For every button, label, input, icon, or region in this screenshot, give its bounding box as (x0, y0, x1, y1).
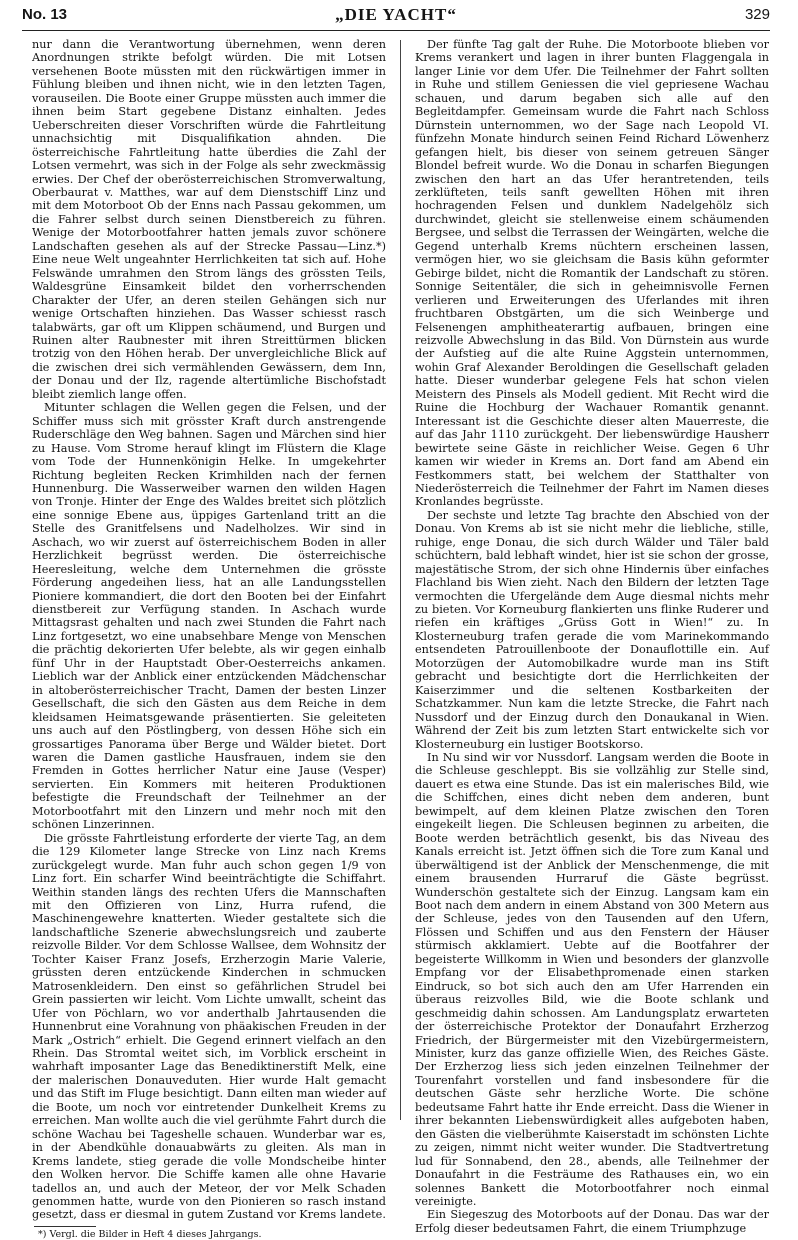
paragraph: nur dann die Verantwortung übernehmen, wenn deren Anordnungen strikte befolgt würden. Die mit Lotsen versehenen Boote müssten mit den rückwärtigen immer in Fühlung bleiben und ihnen nicht, wie in den letzten Tagen, vorauseilen. Die Boote einer Gruppe müssten auch immer die ihnen beim Start gegebene Distanz einhalten. Jedes Ueberschreiten dieser Vorschriften würde die Fahrtleitung unnachsichtig mit Disqualifikation ahnden. Die österreichische Fahrtleitung hatte überdies die Zahl der Lotsen vermehrt, was sich in der Folge als sehr zweckmässig erwies. Der Chef der oberösterreichischen Stromverwaltung, Oberbaurat v. Matthes, war auf dem Dienstschiff Linz und mit dem Motorboot Ob der Enns nach Passau gekommen, um die Fahrer selbst durch seinen Dienstbereich zu führen. Wenige der Motorbootfahrer hatten jemals zuvor schönere Landschaften gesehen als auf der Strecke Passau—Linz.*) Eine neue Welt ungeahnter Herrlichkeiten tat sich auf. Hohe Felswände umrahmen den Strom längs des grössten Teils, Waldesgrüne Einsamkeit bildet den vorherrschenden Charakter der Ufer, an deren steilen Gehängen sich nur wenige Ortschaften hinziehen. Das Wasser schiesst rasch talabwärts, gar oft um Klippen schäumend, und Burgen und Ruinen alter Raubnester mit ihren Streittürmen blicken trotzig von den Höhen herab. Der unvergleichliche Blick auf die zwischen drei sich vermählenden Gewässern, dem Inn, der Donau und der Ilz, ragende altertümliche Bischofstadt bleibt ziemlich lange offen. (32, 38, 386, 401)
page-header (22, 4, 770, 31)
footnote: *) Vergl. die Bilder in Heft 4 dieses Jahrgangs. (38, 1228, 262, 1240)
footnote-divider (34, 1226, 96, 1227)
paragraph: Ein Siegeszug des Motorboots auf der Donau. Das war der Erfolg dieser bedeutsamen Fahrt, die einem Triumphzuge (415, 1208, 769, 1235)
paragraph: Der sechste und letzte Tag brachte den Abschied von der Donau. Von Krems ab ist sie nicht mehr die liebliche, stille, ruhige, enge Donau, die sich durch Wälder und Täler bald schüchtern, bald lebhaft windet, hier ist sie schon der grosse, majestätische Strom, der sich ohne Hindernis über einfaches Flachland bis Wien zieht. Nach den Bildern der letzten Tage vermochten die Ufergelände dem Auge diesmal nichts mehr zu bieten. Vor Korneuburg flankierten uns flinke Ruderer und riefen ein kräftiges „Grüss Gott in Wien!“ zu. In Klosterneuburg trafen gerade die vom Marinekommando entsendeten Patrouillenboote der Donauflottille ein. Auf Motorzügen der Automobilkadre wurde man ins Stift gebracht und besichtigte dort die Herrlichkeiten der Kaiserzimmer und die seltenen Kostbarkeiten der Schatzkammer. Nun kam die letzte Strecke, die Fahrt nach Nussdorf und der Einzug durch den Donaukanal in Wien. Während der Zeit bis zum letzten Start entwickelte sich vor Klosterneuburg ein lustiger Bootskorso. (415, 508, 769, 751)
paragraph: Die grösste Fahrtleistung erforderte der vierte Tag, an dem die 129 Kilometer lange Strecke von Linz nach Krems zurückgelegt wurde. Man fuhr auch schon gegen 1/9 von Linz fort. Ein scharfer Wind beeinträchtigte die Schiffahrt. Weithin standen längs des rechten Ufers die Mannschaften mit den Offizieren von Linz, Hurra rufend, die Maschinengewehre knatterten. Wieder gestaltete sich die landschaftliche Szenerie abwechslungsreich und zauberte reizvolle Bilder. Vor dem Schlosse Wallsee, dem Wohnsitz der Tochter Kaiser Franz Josefs, Erzherzogin Marie Valerie, grüssten deren entzückende Kinderchen in schmucken Matrosenkleidern. Den einst so gefährlichen Strudel bei Grein passierten wir leicht. Vom Lichte umwallt, scheint das Ufer von Pöchlarn, wo vor anderthalb Jahrtausenden die Hunnenbrut eine Vorahnung von phäakischen Freuden in der Mark „Ostrich“ erhielt. Die Gegend erinnert vielfach an den Rhein. Das Stromtal weitet sich, im Vorblick erscheint in wahrhaft imposanter Lage das Benediktinerstift Melk, eine der malerischen Donauveduten. Hier wurde Halt gemacht und das Stift im Fluge besichtigt. Dann eilten man wieder auf die Boote, um noch vor eintretender Dunkelheit Krems zu erreichen. Man wollte auch die viel gerühmte Fahrt durch die schöne Wachau bei Tageshelle schauen. Wunderbar war es, in der Abendkühle donauabwärts zu gleiten. Als man in Krems landete, stieg gerade die volle Mondscheibe hinter den Wolken hervor. Die Schiffe kamen alle ohne Havarie tadellos an, und auch der Meteor, der vor Melk Schaden genommen hatte, wurde von den Pionieren so rasch instand gesetzt, dass er diesmal in gutem Zustand vor Krems landete. (32, 831, 386, 1222)
page-number: 329 (744, 6, 770, 23)
paragraph: Der fünfte Tag galt der Ruhe. Die Motorboote blieben vor Krems verankert und lagen in ihrer bunten Flaggengala in langer Linie vor dem Ufer. Die Teilnehmer der Fahrt sollten in Ruhe und stillem Geniessen die viel gepriesene Wachau schauen, und darum begaben sich alle auf den Begleitdampfer. Gemeinsam wurde die Fahrt nach Schloss Dürnstein unternommen, wo der Sage nach Leopold VI. fünfzehn Monate hindurch seinen Feind Richard Löwenherz gefangen hielt, bis dieser von seinem getreuen Sänger Blondel befreit wurde. Wo die Donau in scharfen Biegungen zwischen den hart an das Ufer herantretenden, teils zerklüfteten, teils sanft gewellten Höhen mit ihren hochragenden Felsen und dunklem Nadelgehölz sich durchwindet, gleicht sie stellenweise einem schäumenden Bergsee, und selbst die Terrassen der Weingärten, welche die Gegend unterhalb Krems nüchtern erscheinen lassen, vermögen hier, wo sie gleichsam die Basis kühn geformter Gebirge bildet, nicht die Romantik der Landschaft zu stören. Sonnige Seitentäler, die sich in geheimnisvolle Fernen verlieren und Erweiterungen des Uferlandes mit ihren fruchtbaren Obstgärten, um die sich Weinberge und Felsenengen amphitheaterartig aufbauen, bringen eine reizvolle Abwechslung in das Bild. Von Dürnstein aus wurde der Aufstieg auf die alte Ruine Aggstein unternommen, wohin Graf Alexander Beroldingen die Gesellschaft geladen hatte. Dieser wunderbar gelegene Fels hat schon vielen Meistern des Pinsels als Modell gedient. Mit Recht wird die Ruine die Hochburg der Wachauer Romantik genannt. Interessant ist die Geschichte dieser alten Mauerreste, die auf das Jahr 1110 zurückgeht. Der liebenswürdige Hausherr bewirtete seine Gäste in reichlicher Weise. Gegen 6 Uhr kamen wir wieder in Krems an. Dort fand am Abend ein Festkommers statt, bei welchem der Statthalter von Niederösterreich die Teilnehmer der Fahrt im Namen dieses Kronlandes begrüsste. (415, 38, 769, 509)
right-column (415, 38, 769, 1235)
issue-number: No. 13 (22, 6, 68, 23)
paragraph: In Nu sind wir vor Nussdorf. Langsam werden die Boote in die Schleuse geschleppt. Bis sie vollzählig zur Stelle sind, dauert es etwa eine Stunde. Das ist ein malerisches Bild, wie die Schiffchen, eines dicht neben dem anderen, bunt bewimpelt, auf dem kleinen Platze zwischen den Toren eingekeilt liegen. Die Schleusen beginnen zu arbeiten, die Boote werden beträchtlich gesenkt, bis das Niveau des Kanals erreicht ist. Jetzt öffnen sich die Tore zum Kanal und überwältigend ist der Anblick der Menschenmenge, die mit einem brausenden Hurraruf die Gäste begrüsst. Wunderschön gestaltete sich der Einzug. Langsam kam ein Boot nach dem andern in einem Abstand von 300 Metern aus der Schleuse, jedes von den Tausenden auf den Ufern, Flössen und Schiffen und aus den Fenstern der Häuser stürmisch akklamiert. Uebte auf die Bootfahrer der begeisterte Willkomm in Wien und besonders der glanzvolle Empfang vor der Elisabethpromenade einen starken Eindruck, so bot sich auch den am Ufer Harrenden ein überaus reizvolles Bild, wie die Boote schlank und geschmeidig dahin schossen. Am Landungsplatz erwarteten der österreichische Protektor der Donaufahrt Erzherzog Friedrich, der Bürgermeister mit den Vizebürgermeistern, Minister, kurz das ganze offizielle Wien, des Reiches Gäste. Der Erzherzog liess sich jeden einzelnen Teilnehmer der Tourenfahrt vorstellen und fand insbesondere für die deutschen Gäste sehr herzliche Worte. Die schöne bedeutsame Fahrt hatte ihr Ende erreicht. Dass die Wiener in ihrer bekannten Liebenswürdigkeit alles aufgeboten haben, den Gästen die vielberühmte Kaiserstadt im schönsten Lichte zu zeigen, nimmt nicht weiter wunder. Die Stadtvertretung lud für Sonnabend, den 28., abends, alle Teilnehmer der Donaufahrt in die Festräume des Rathauses ein, wo ein solennes Bankett die Motorbootfahrer noch einmal vereinigte. (415, 751, 769, 1208)
magazine-title: „DIE YACHT“ (335, 5, 457, 24)
column-divider (400, 40, 401, 1120)
paragraph: Mitunter schlagen die Wellen gegen die Felsen, und der Schiffer muss sich mit grösster Kraft durch anstrengende Ruderschläge den Weg bahnen. Sagen und Märchen sind hier zu Hause. Vom Strome herauf klingt im Flüstern die Klage vom Tode der Hunnenkönigin Helke. In umgekehrter Richtung begleiten Recken Krimhilden nach der fernen Hunnenburg. Die Wasserweiber warnen den wilden Hagen von Tronje. Hinter der Enge des Waldes breitet sich plötzlich eine sonnige Ebene aus, üppiges Gartenland tritt an die Stelle des Granitfelsens und Nadelholzes. Wir sind in Aschach, wo wir zuerst auf österreichischem Boden in aller Herzlichkeit begrüsst werden. Die österreichische Heeresleitung, welche dem Unternehmen die grösste Förderung angedeihen liess, hat an alle Landungsstellen Pioniere kommandiert, die dort den Booten bei der Einfahrt dienstbereit zur Verfügung standen. In Aschach wurde Mittagsrast gehalten und nach zwei Stunden die Fahrt nach Linz fortgesetzt, wo eine unabsehbare Menge von Menschen die prächtig dekorierten Ufer belebte, als wir gegen einhalb fünf Uhr in der Hauptstadt Ober-Oesterreichs ankamen. Lieblich war der Anblick einer entzückenden Mädchenschar in altoberösterreichischer Tracht, Damen der besten Linzer Gesellschaft, die sich den Gästen aus dem Reiche in dem kleidsamen Heimatsgewande präsentierten. Sie geleiteten uns auch auf den Pöstlingberg, von dessen Höhe sich ein grossartiges Panorama über Berge und Wälder bietet. Dort waren die Damen gastliche Hausfrauen, indem sie den Fremden in Gottes herrlicher Natur eine Jause (Vesper) servierten. Ein Kommers mit heiteren Produktionen befestigte die Freundschaft der Teilnehmer an der Motorbootfahrt mit den Linzern und mehr noch mit den schönen Linzerinnen. (32, 401, 386, 832)
left-column (32, 38, 386, 1240)
